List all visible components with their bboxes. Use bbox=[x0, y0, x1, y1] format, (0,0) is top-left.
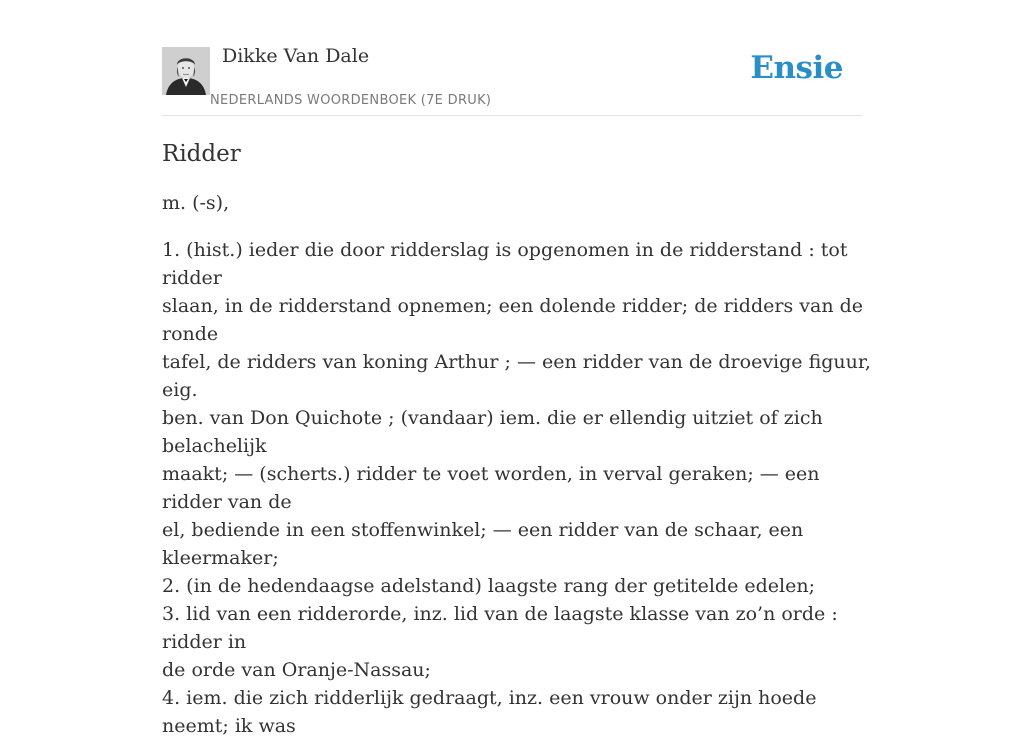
entry-grammar: m. (-s), bbox=[162, 192, 230, 214]
entry-definition bbox=[162, 236, 872, 740]
definition-line: tafel, de ridders van koning Arthur ; — een ridder van de droevige figuur, eig. bbox=[162, 351, 871, 401]
ensie-logo-link[interactable]: Ensie bbox=[750, 50, 843, 86]
definition-line: 4. iem. die zich ridderlijk gedraagt, inz. een vrouw onder zijn hoede neemt; ik was bbox=[162, 687, 817, 737]
header bbox=[162, 0, 862, 116]
author-avatar[interactable] bbox=[162, 47, 210, 95]
entry-title: Ridder bbox=[162, 141, 241, 167]
definition-line: slaan, in de ridderstand opnemen; een dolende ridder; de ridders van de ronde bbox=[162, 295, 863, 345]
definition-line: 3. lid van een ridderorde, inz. lid van de laagste klasse van zo’n orde : ridder in bbox=[162, 603, 838, 653]
definition-line: 2. (in de hedendaagse adelstand) laagste rang der getitelde edelen; bbox=[162, 575, 815, 597]
definition-line: de orde van Oranje-Nassau; bbox=[162, 659, 431, 681]
entry-content bbox=[162, 137, 872, 740]
definition-line: 1. (hist.) ieder die door ridderslag is opgenomen in de ridderstand : tot ridder bbox=[162, 239, 848, 289]
definition-line: maakt; — (scherts.) ridder te voet worden, in verval geraken; — een ridder van de bbox=[162, 463, 820, 513]
author-name[interactable]: Dikke Van Dale bbox=[222, 45, 370, 67]
definition-line: ben. van Don Quichote ; (vandaar) iem. die er ellendig uitziet of zich belachelijk bbox=[162, 407, 823, 457]
source-name[interactable]: NEDERLANDS WOORDENBOEK (7E DRUK) bbox=[210, 93, 492, 108]
portrait-avatar-icon bbox=[162, 47, 210, 95]
definition-line: el, bediende in een stoffenwinkel; — een ridder van de schaar, een kleermaker; bbox=[162, 519, 804, 569]
